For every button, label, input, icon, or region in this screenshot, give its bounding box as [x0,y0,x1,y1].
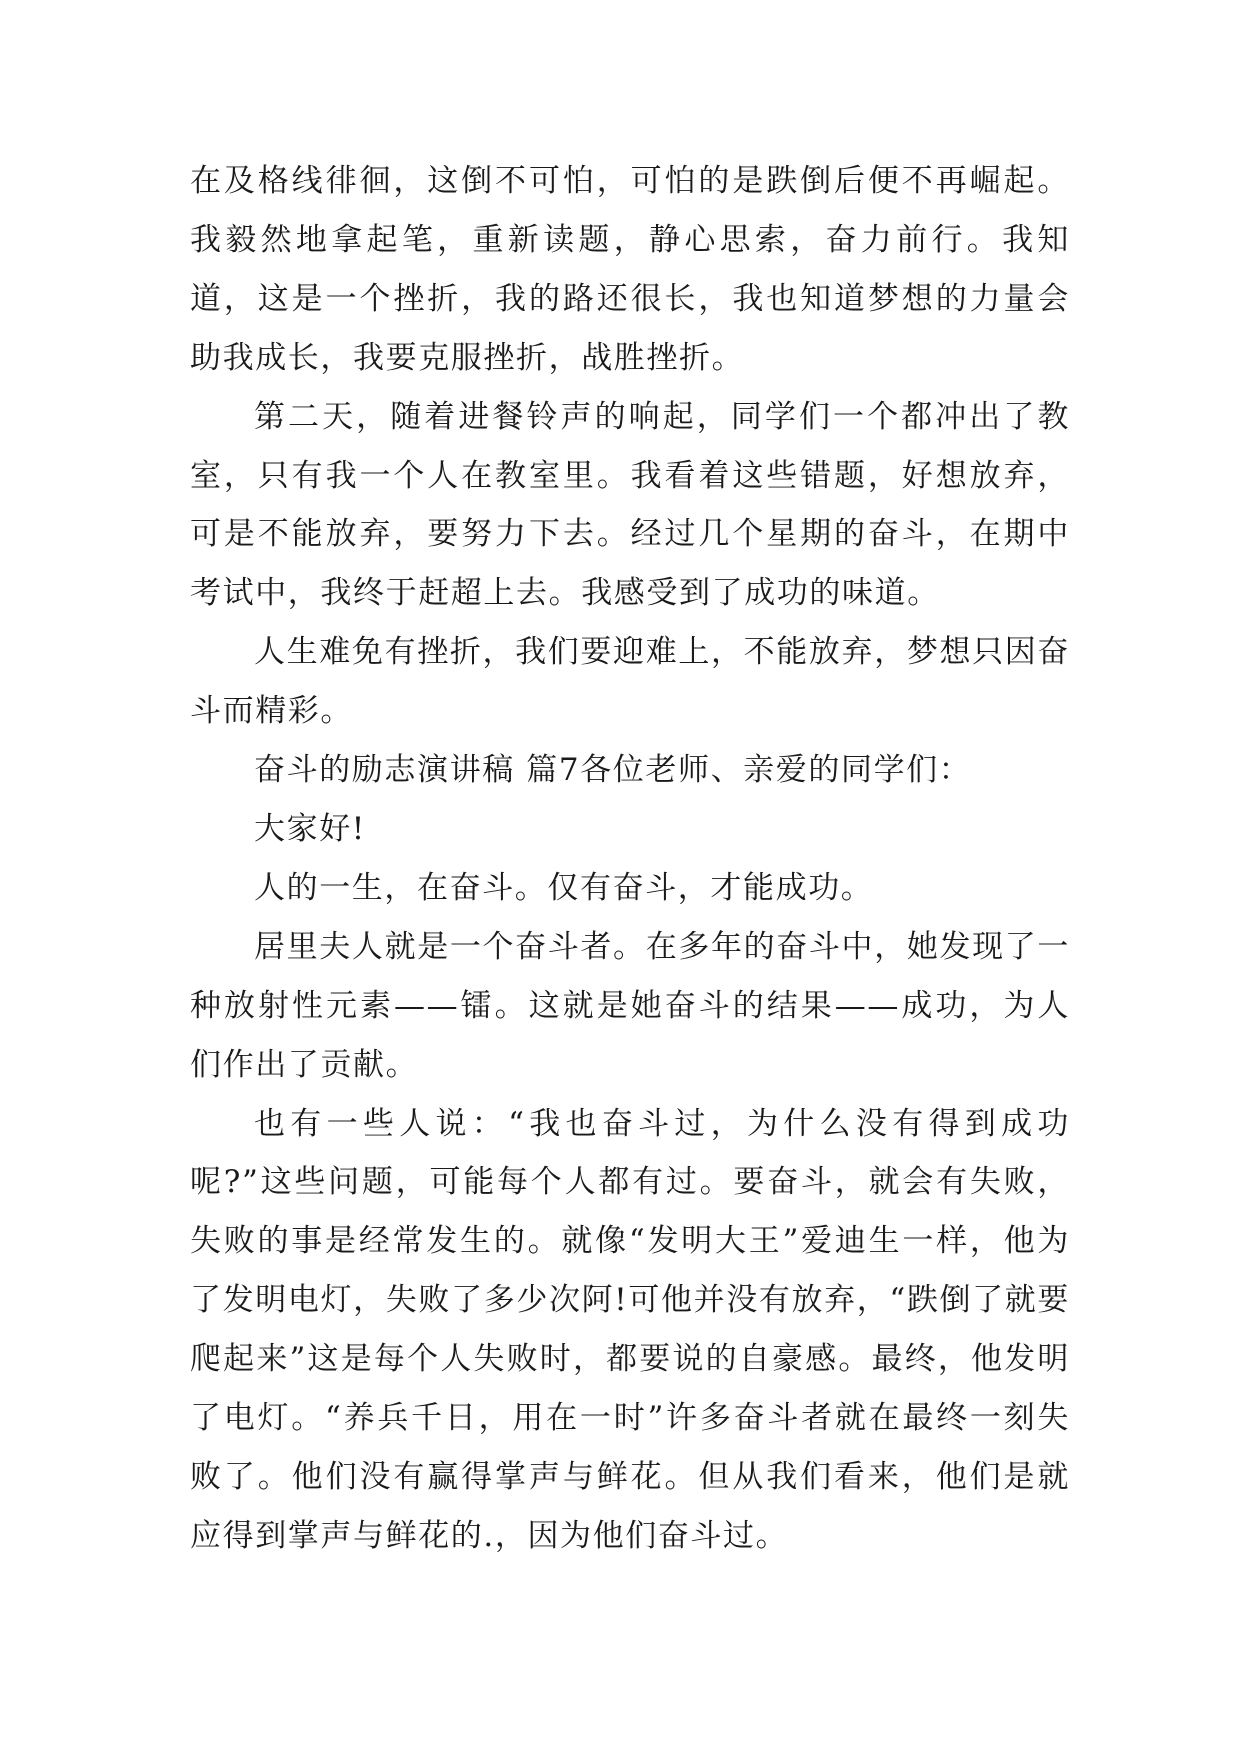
paragraph-1: 在及格线徘徊，这倒不可怕，可怕的是跌倒后便不再崛起。我毅然地拿起笔，重新读题，静心思索，奋力前行。我知道，这是一个挫折，我的路还很长，我也知道梦想的力量会助我成长，我要克服挫折，战胜挫折。 [190,163,1070,376]
paragraph-7: 居里夫人就是一个奋斗者。在多年的奋斗中，她发现了一种放射性元素——镭。这就是她奋斗的结果——成功，为人们作出了贡献。 [190,928,1070,1083]
greeting: 大家好! [254,810,366,847]
paragraph-2: 第二天，随着进餐铃声的响起，同学们一个都冲出了教室，只有我一个人在教室里。我看着这些错题，好想放弃，可是不能放弃，要努力下去。经过几个星期的奋斗，在期中考试中，我终于赶超上去。我感受到了成功的味道。 [190,398,1070,612]
document-body [190,152,1070,1566]
speech-heading: 奋斗的励志演讲稿 篇7各位老师、亲爱的同学们： [254,752,972,789]
paragraph-6: 人的一生，在奋斗。仅有奋斗，才能成功。 [254,869,874,906]
paragraph-3: 人生难免有挫折，我们要迎难上，不能放弃，梦想只因奋斗而精彩。 [190,634,1070,730]
paragraph-8: 也有一些人说：“我也奋斗过，为什么没有得到成功呢?”这些问题，可能每个人都有过。要奋斗，就会有失败，失败的事是经常发生的。就像“发明大王”爱迪生一样，他为了发明电灯，失败了多少次阿!可他并没有放弃，“跌倒了就要爬起来”这是每个人失败时，都要说的自豪感。最终，他发明了电灯。“养兵千日，用在一时”许多奋斗者就在最终一刻失败了。他们没有赢得掌声与鲜花。但从我们看来，他们是就应得到掌声与鲜花的.，因为他们奋斗过。 [190,1105,1070,1554]
